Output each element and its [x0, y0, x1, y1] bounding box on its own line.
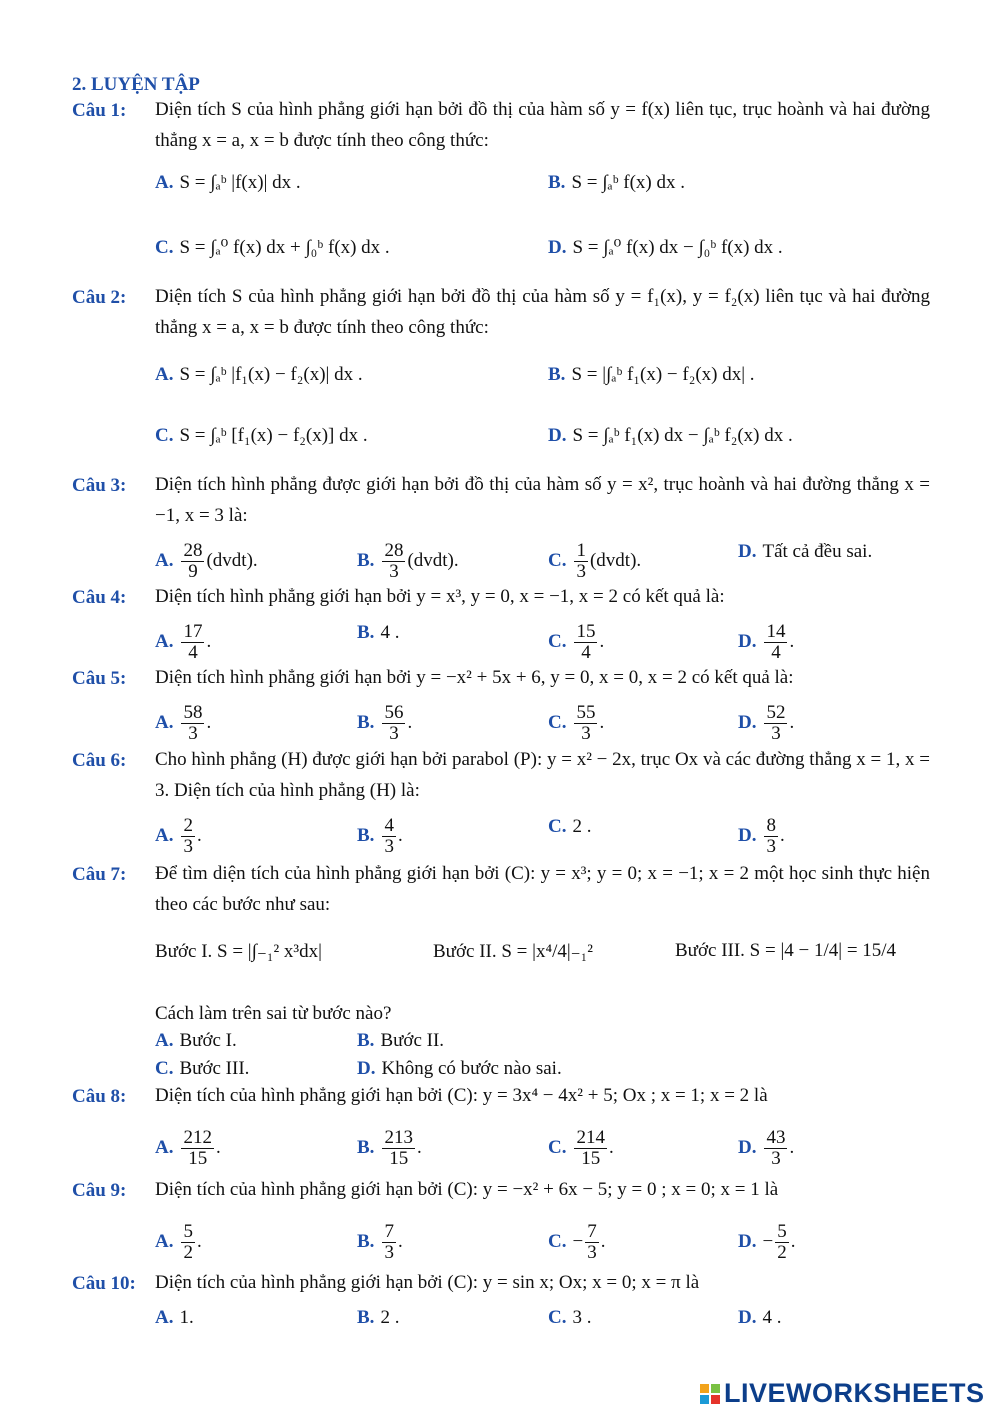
option-letter: D. — [738, 630, 757, 652]
fraction: $\frac{52}{3}$ — [766, 702, 786, 744]
option-text: 1. — [179, 1307, 194, 1328]
fraction: $\frac{7}{3}$ — [587, 1221, 597, 1263]
option-text: Bước III. — [179, 1058, 250, 1079]
solution-step: Bước I. S = |∫₋₁² x³dx| — [155, 941, 322, 962]
option-letter: B. — [357, 549, 375, 571]
fraction: $\frac{28}{9}$ — [183, 540, 203, 582]
question-label: Câu 3: — [72, 475, 127, 496]
option-letter: D. — [738, 1307, 757, 1328]
question-label: Câu 1: — [72, 100, 127, 121]
fraction: $\frac{55}{3}$ — [576, 702, 596, 744]
option-letter: D. — [738, 824, 757, 846]
answer-option[interactable] — [357, 1030, 444, 1052]
fraction: $\frac{4}{3}$ — [384, 815, 394, 857]
option-letter: D. — [738, 711, 757, 733]
fraction: $\frac{2}{3}$ — [183, 815, 193, 857]
option-text: S = ∫ₐᵇ f(x) dx . — [571, 172, 685, 193]
option-text: S = ∫ₐᵇ f₁(x) dx − ∫ₐᵇ f₂(x) dx . — [572, 425, 793, 446]
option-letter: D. — [357, 1058, 376, 1079]
option-text: S = ∫ₐ⁰ f(x) dx − ∫₀ᵇ f(x) dx . — [572, 237, 783, 258]
logo-icon — [700, 1384, 720, 1404]
fraction: $\frac{58}{3}$ — [183, 702, 203, 744]
option-letter: A. — [155, 630, 174, 652]
fraction: $\frac{17}{4}$ — [183, 621, 203, 663]
option-text: 4 . — [762, 1307, 782, 1328]
question-text: Diện tích hình phẳng giới hạn bởi y = −x² + 5x + 6, y = 0, x = 0, x = 2 có kết quả là: — [155, 667, 794, 688]
answer-option[interactable] — [357, 622, 399, 644]
fraction: $\frac{1}{3}$ — [576, 540, 586, 582]
question-label: Câu 10: — [72, 1273, 136, 1294]
question-label: Câu 8: — [72, 1086, 127, 1107]
option-text: S = ∫ₐᵇ |f(x)| dx . — [179, 172, 301, 193]
fraction: $\frac{5}{2}$ — [777, 1221, 787, 1263]
question-text: Diện tích của hình phẳng giới hạn bởi (C): y = 3x⁴ − 4x² + 5; Ox ; x = 1; x = 2 là — [155, 1085, 768, 1106]
question-label: Câu 6: — [72, 750, 127, 771]
fraction: $\frac{15}{4}$ — [576, 621, 596, 663]
answer-option[interactable]: D. $\frac{43}{3}$ . — [738, 1127, 795, 1169]
answer-option[interactable]: B. $\frac{56}{3}$ . — [357, 702, 413, 744]
fraction: $\frac{212}{15}$ — [183, 1127, 212, 1169]
option-letter: D. — [548, 237, 567, 258]
fraction: $\frac{214}{15}$ — [576, 1127, 605, 1169]
answer-option[interactable]: A. $\frac{5}{2}$ . — [155, 1221, 202, 1263]
answer-option[interactable]: C. $\frac{15}{4}$ . — [548, 621, 605, 663]
answer-option[interactable] — [357, 1307, 399, 1329]
option-letter: B. — [357, 1136, 375, 1158]
question-text: Diện tích hình phẳng được giới hạn bởi đồ thị của hàm số y = x², trục hoành và hai đường thẳng x = −1, x = 3 là: — [155, 474, 930, 526]
option-text: Không có bước nào sai. — [381, 1058, 562, 1079]
section-title: 2. LUYỆN TẬP — [72, 74, 200, 95]
fraction: $\frac{5}{2}$ — [183, 1221, 193, 1263]
option-text: S = ∫ₐ⁰ f(x) dx + ∫₀ᵇ f(x) dx . — [179, 237, 390, 258]
question-text: Diện tích của hình phẳng giới hạn bởi (C): y = −x² + 6x − 5; y = 0 ; x = 0; x = 1 là — [155, 1179, 779, 1200]
option-text: S = ∫ₐᵇ [f₁(x) − f₂(x)] dx . — [179, 425, 368, 446]
answer-option[interactable]: B. $\frac{4}{3}$ . — [357, 815, 403, 857]
answer-option[interactable] — [155, 425, 368, 447]
option-text: Tất cả đều sai. — [762, 541, 873, 562]
option-letter: C. — [548, 1307, 567, 1328]
answer-option[interactable] — [738, 541, 872, 563]
answer-option[interactable]: A. $\frac{212}{15}$ . — [155, 1127, 221, 1169]
option-letter: C. — [548, 630, 567, 652]
option-letter: B. — [548, 172, 566, 193]
question-text: Diện tích hình phẳng giới hạn bởi y = x³, y = 0, x = −1, x = 2 có kết quả là: — [155, 586, 725, 607]
fraction: $\frac{7}{3}$ — [384, 1221, 394, 1263]
question-text: Diện tích S của hình phẳng giới hạn bởi đồ thị của hàm số y = f(x) liên tục, trục hoành và hai đường thẳng x = a, x = b được tính theo công thức: — [155, 99, 930, 151]
option-letter: C. — [155, 425, 174, 446]
option-letter: B. — [357, 711, 375, 733]
answer-option[interactable]: C. $\frac{55}{3}$ . — [548, 702, 605, 744]
answer-option[interactable] — [548, 425, 793, 447]
answer-option[interactable]: D. − $\frac{5}{2}$ . — [738, 1221, 796, 1263]
answer-option[interactable] — [155, 1307, 194, 1329]
option-letter: D. — [738, 541, 757, 562]
answer-option[interactable]: A. $\frac{58}{3}$ . — [155, 702, 212, 744]
answer-option[interactable] — [548, 236, 783, 259]
option-letter: C. — [155, 1058, 174, 1079]
answer-option[interactable]: C. $\frac{1}{3}$ (dvdt). — [548, 540, 642, 582]
option-letter: B. — [357, 1230, 375, 1252]
option-text: Bước II. — [380, 1030, 445, 1051]
answer-option[interactable] — [155, 364, 363, 386]
answer-option[interactable]: D. $\frac{52}{3}$ . — [738, 702, 795, 744]
answer-option[interactable] — [548, 1307, 591, 1329]
option-letter: A. — [155, 1136, 174, 1158]
fraction: $\frac{28}{3}$ — [384, 540, 404, 582]
question-label: Câu 7: — [72, 864, 127, 885]
question-text: Cho hình phẳng (H) được giới hạn bởi parabol (P): y = x² − 2x, trục Ox và các đường thẳng x = 1, x = 3. Diện tích của hình phẳng (H) là: — [155, 749, 930, 801]
solution-step: Bước III. S = |4 − 1/4| = 15/4 — [675, 940, 897, 961]
option-text: S = ∫ₐᵇ |f₁(x) − f₂(x)| dx . — [179, 364, 363, 385]
option-text: Bước I. — [179, 1030, 237, 1051]
fraction: $\frac{213}{15}$ — [384, 1127, 413, 1169]
fraction: $\frac{8}{3}$ — [766, 815, 776, 857]
answer-option[interactable]: A. $\frac{2}{3}$ . — [155, 815, 202, 857]
answer-option[interactable]: C. $\frac{214}{15}$ . — [548, 1127, 614, 1169]
answer-option[interactable]: B. $\frac{213}{15}$ . — [357, 1127, 422, 1169]
option-letter: A. — [155, 1030, 174, 1051]
fraction: $\frac{56}{3}$ — [384, 702, 404, 744]
answer-option[interactable]: B. $\frac{28}{3}$ (dvdt). — [357, 540, 459, 582]
answer-option[interactable] — [155, 1058, 249, 1080]
question-label: Câu 5: — [72, 668, 127, 689]
answer-option[interactable] — [548, 172, 685, 194]
question-text: Diện tích S của hình phẳng giới hạn bởi đồ thị của hàm số y = f₁(x), y = f₂(x) liên tục và hai đường thẳng x = a, x = b được tính theo công thức: — [155, 286, 930, 338]
answer-option[interactable] — [155, 236, 390, 259]
option-letter: B. — [357, 622, 375, 643]
option-letter: A. — [155, 172, 174, 193]
answer-option[interactable] — [155, 1030, 237, 1052]
option-letter: D. — [738, 1230, 757, 1252]
option-letter: C. — [548, 1136, 567, 1158]
question-label: Câu 2: — [72, 287, 127, 308]
answer-option[interactable] — [357, 1058, 562, 1080]
option-text: 2 . — [380, 1307, 400, 1328]
option-letter: B. — [357, 1307, 375, 1328]
option-letter: A. — [155, 364, 174, 385]
answer-option[interactable]: C. − $\frac{7}{3}$ . — [548, 1221, 606, 1263]
option-letter: A. — [155, 824, 174, 846]
fraction: $\frac{14}{4}$ — [766, 621, 786, 663]
option-letter: C. — [548, 1230, 567, 1252]
question-text: Để tìm diện tích của hình phẳng giới hạn bởi (C): y = x³; y = 0; x = −1; x = 2 một học sinh thực hiện theo các bước như sau: — [155, 863, 930, 915]
option-letter: B. — [357, 1030, 375, 1051]
fraction: $\frac{43}{3}$ — [766, 1127, 786, 1169]
option-letter: B. — [357, 824, 375, 846]
answer-option[interactable] — [548, 816, 591, 838]
answer-option[interactable]: A. $\frac{28}{9}$ (dvdt). — [155, 540, 258, 582]
option-letter: A. — [155, 1230, 174, 1252]
answer-option[interactable]: A. $\frac{17}{4}$ . — [155, 621, 212, 663]
option-letter: C. — [155, 237, 174, 258]
answer-option[interactable]: B. $\frac{7}{3}$ . — [357, 1221, 403, 1263]
option-letter: C. — [548, 711, 567, 733]
option-letter: D. — [548, 425, 567, 446]
follow-up-question: Cách làm trên sai từ bước nào? — [155, 1003, 392, 1024]
option-text: 4 . — [380, 622, 400, 643]
question-label: Câu 9: — [72, 1180, 127, 1201]
question-text: Diện tích của hình phẳng giới hạn bởi (C): y = sin x; Ox; x = 0; x = π là — [155, 1272, 700, 1293]
answer-option[interactable] — [738, 1307, 781, 1329]
answer-option[interactable]: D. $\frac{8}{3}$ . — [738, 815, 785, 857]
answer-option[interactable] — [548, 364, 755, 386]
option-text: 3 . — [572, 1307, 592, 1328]
option-letter: C. — [548, 549, 567, 571]
answer-option[interactable] — [155, 172, 301, 194]
option-text: S = |∫ₐᵇ f₁(x) − f₂(x) dx| . — [571, 364, 755, 385]
solution-step: Bước II. S = |x⁴/4|₋₁² — [433, 941, 593, 962]
logo-text: LIVEWORKSHEETS — [724, 1378, 985, 1408]
option-letter: A. — [155, 549, 174, 571]
option-letter: A. — [155, 1307, 174, 1328]
answer-option[interactable]: D. $\frac{14}{4}$ . — [738, 621, 795, 663]
question-label: Câu 4: — [72, 587, 127, 608]
option-letter: A. — [155, 711, 174, 733]
option-text: 2 . — [572, 816, 592, 837]
option-letter: C. — [548, 816, 567, 837]
liveworksheets-logo — [700, 1378, 985, 1409]
option-letter: D. — [738, 1136, 757, 1158]
option-letter: B. — [548, 364, 566, 385]
